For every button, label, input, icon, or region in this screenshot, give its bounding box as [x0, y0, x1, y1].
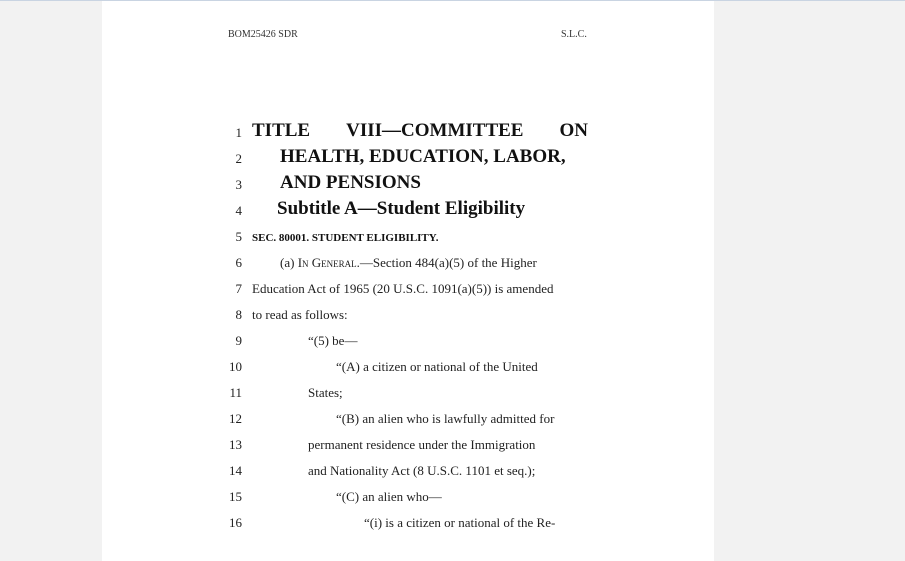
title-word: TITLE — [252, 120, 311, 141]
body-line: States; — [308, 385, 343, 400]
title-line-3: AND PENSIONS — [280, 172, 421, 193]
line-number: 15 — [229, 489, 242, 504]
body-line: to read as follows: — [252, 307, 348, 322]
title-line-1 — [252, 120, 588, 142]
title-line-2: HEALTH, EDUCATION, LABOR, — [280, 146, 566, 167]
body-line: and Nationality Act (8 U.S.C. 1101 et seq.); — [308, 463, 536, 478]
line-number: 6 — [235, 255, 242, 270]
line-number: 11 — [229, 385, 242, 400]
body-line: “(B) an alien who is lawfully admitted for — [336, 411, 555, 426]
line-number: 12 — [229, 411, 242, 426]
body-line: “(C) an alien who— — [336, 489, 442, 504]
subtitle-heading: Subtitle A—Student Eligibility — [277, 198, 526, 219]
body-line: “(A) a citizen or national of the United — [336, 359, 538, 374]
paragraph-a: (a) In General.—Section 484(a)(5) of the Higher — [280, 255, 537, 270]
document-id: BOM25426 SDR — [228, 29, 298, 40]
title-word: VIII—COMMITTEE — [346, 120, 524, 141]
document-page — [102, 1, 714, 561]
body-line: permanent residence under the Immigration — [308, 437, 536, 452]
body-line: Education Act of 1965 (20 U.S.C. 1091(a)(5)) is amended — [252, 281, 554, 296]
line-number: 9 — [235, 333, 242, 348]
line-number: 10 — [229, 359, 242, 374]
body-line: “(i) is a citizen or national of the Re- — [364, 515, 556, 530]
body-line: “(5) be— — [308, 333, 358, 348]
line-number: 7 — [235, 281, 242, 296]
line-number: 16 — [229, 515, 242, 530]
line-number: 14 — [229, 463, 242, 478]
document-tag: S.L.C. — [561, 29, 587, 40]
line-number: 1 — [235, 125, 242, 140]
line-number: 8 — [235, 307, 242, 322]
line-number: 2 — [235, 151, 242, 166]
paragraph-heading: In General — [297, 255, 357, 270]
line-number: 5 — [235, 229, 242, 244]
title-word: ON — [559, 120, 588, 141]
section-heading: SEC. 80001. STUDENT ELIGIBILITY. — [252, 232, 439, 244]
line-number: 13 — [229, 437, 242, 452]
line-number: 4 — [235, 203, 242, 218]
line-number: 3 — [235, 177, 242, 192]
